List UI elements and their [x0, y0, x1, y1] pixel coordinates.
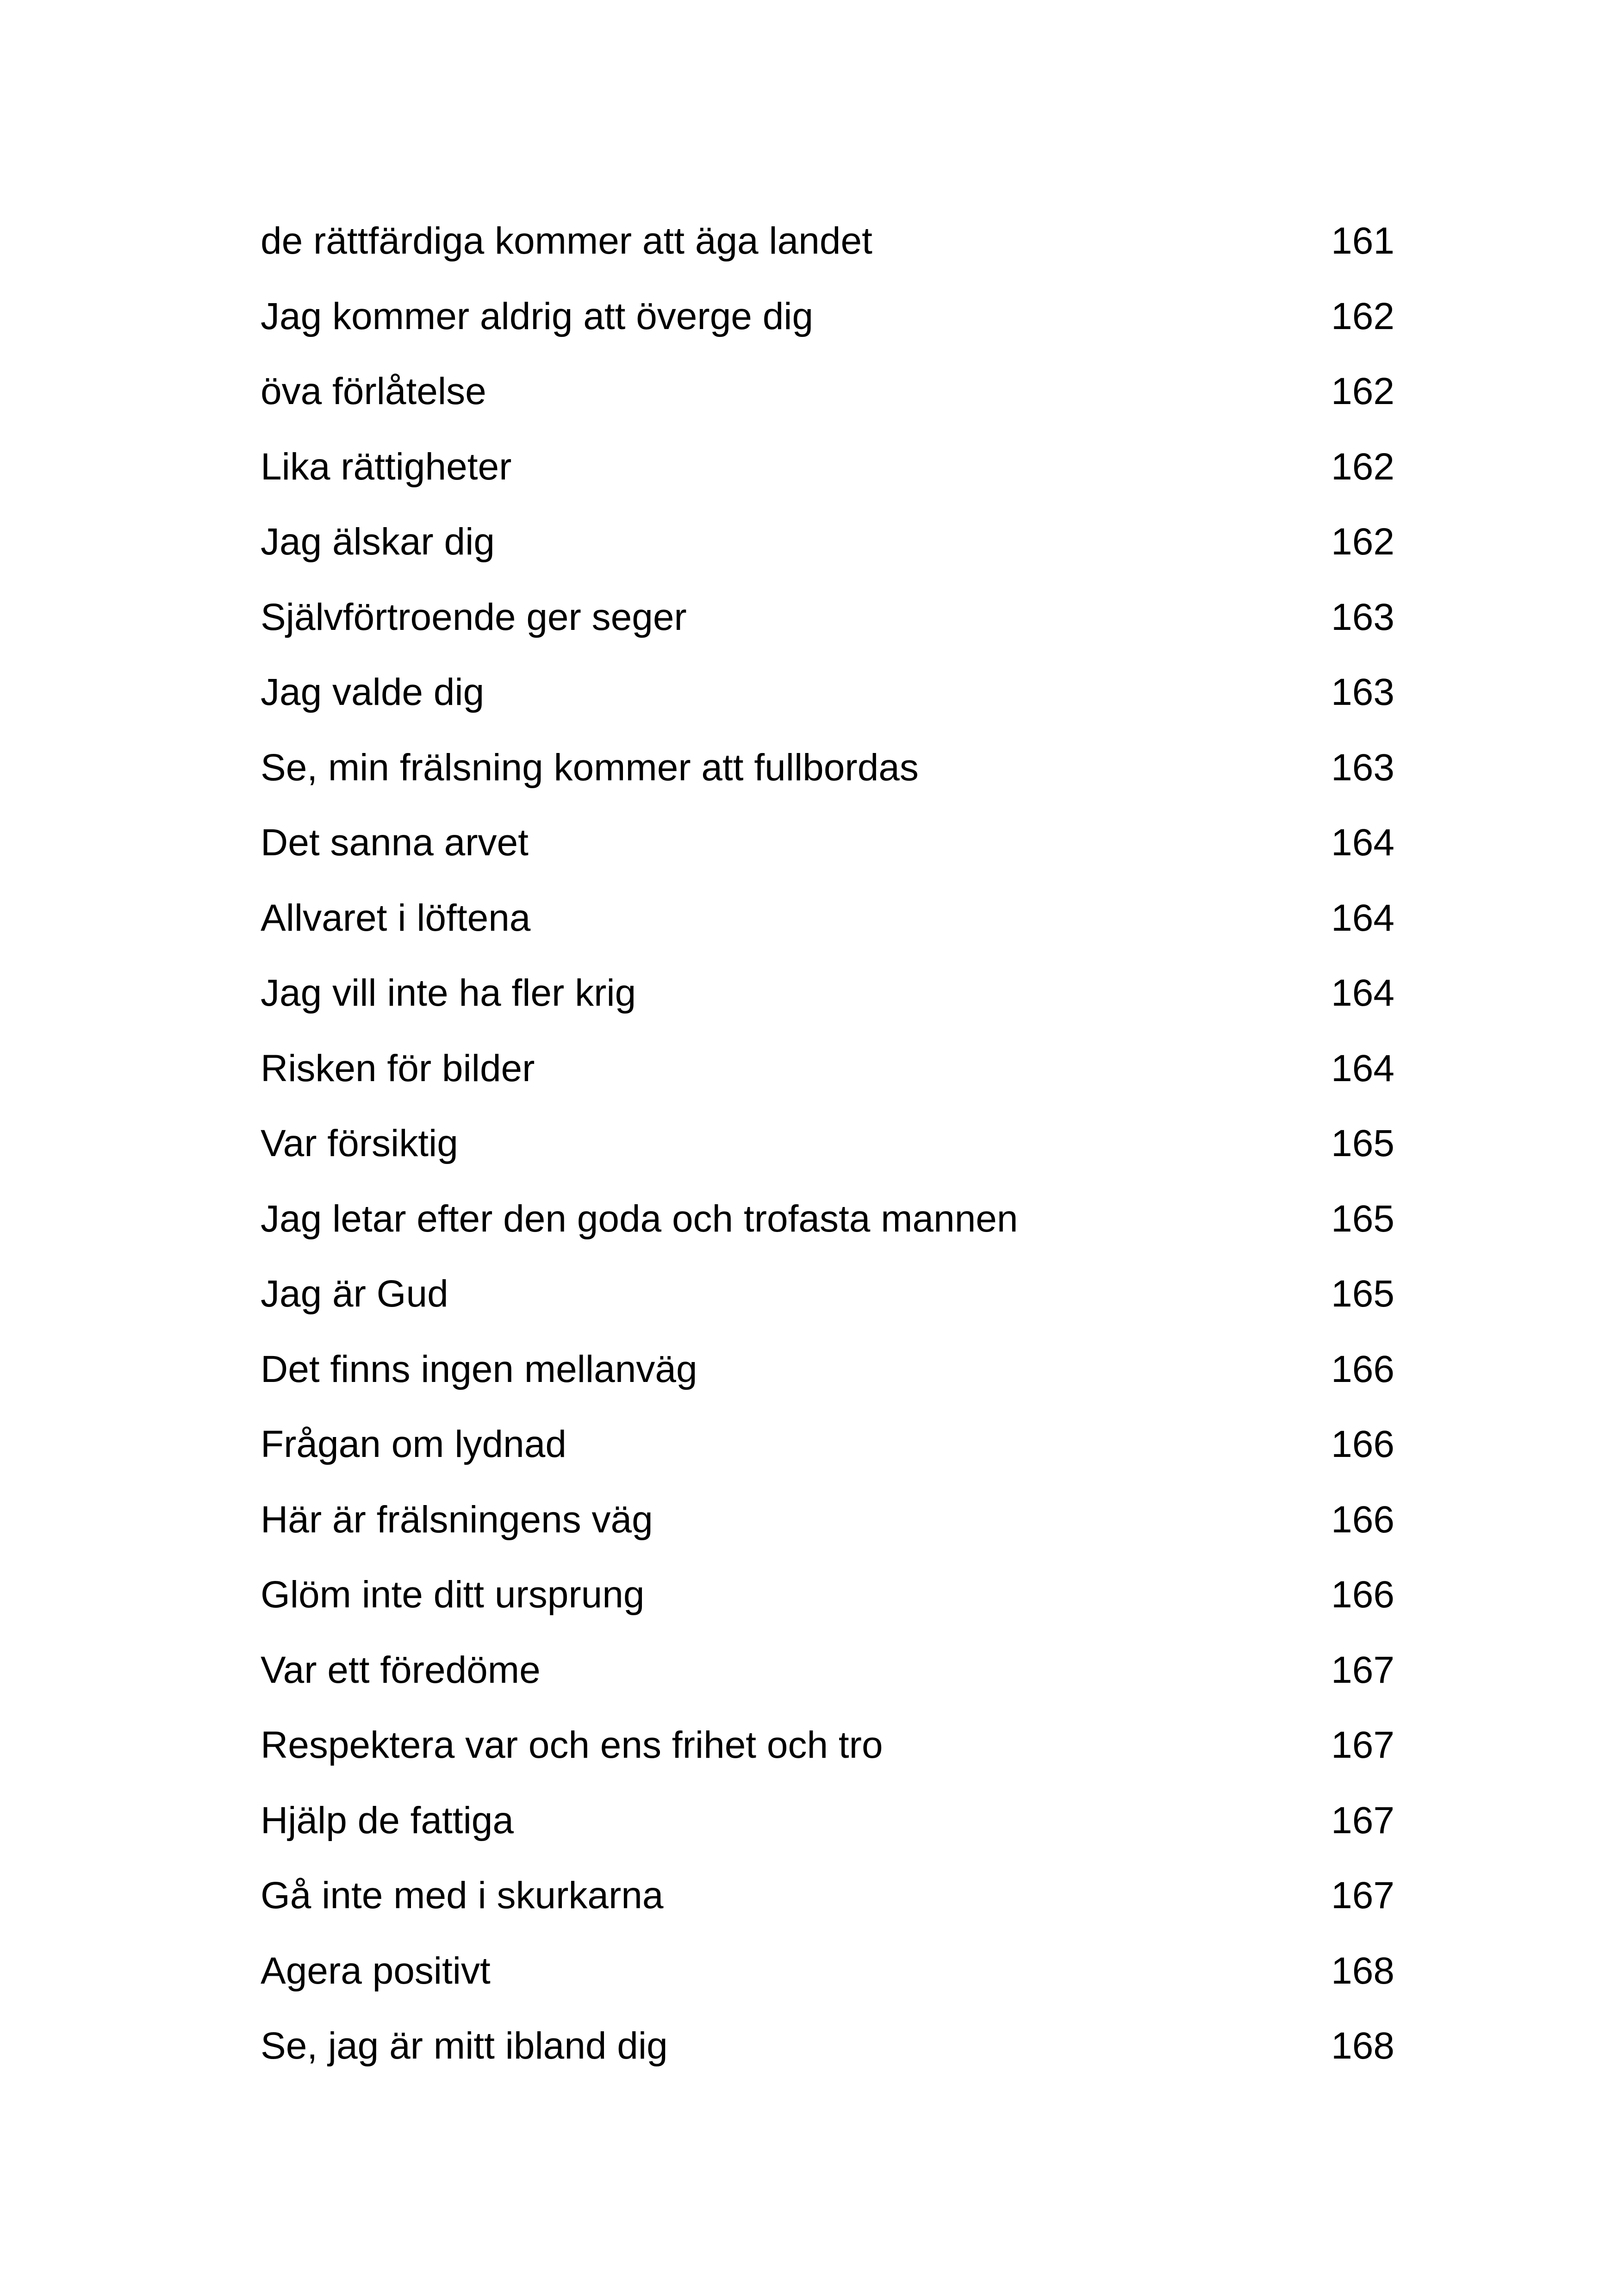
- toc-dot-leader: [880, 218, 1323, 256]
- toc-page-number: 164: [1331, 896, 1394, 939]
- toc-entry[interactable]: [261, 655, 1394, 730]
- toc-entry[interactable]: [261, 204, 1394, 279]
- toc-page-number: 168: [1331, 1949, 1394, 1992]
- toc-entry[interactable]: [261, 504, 1394, 580]
- toc-entry[interactable]: [261, 1482, 1394, 1558]
- toc-entry[interactable]: [261, 1708, 1394, 1783]
- toc-page-number: 163: [1331, 671, 1394, 713]
- toc-page-number: 167: [1331, 1724, 1394, 1766]
- toc-entry[interactable]: [261, 1332, 1394, 1407]
- toc-entry-title: Det finns ingen mellanväg: [261, 1348, 697, 1390]
- toc-entry-title: Jag är Gud: [261, 1273, 448, 1315]
- toc-dot-leader: [926, 745, 1323, 783]
- toc-dot-leader: [660, 1497, 1323, 1535]
- toc-entry[interactable]: [261, 1934, 1394, 2009]
- toc-entry[interactable]: [261, 956, 1394, 1031]
- toc-entry-title: Jag valde dig: [261, 671, 485, 713]
- table-of-contents: [261, 204, 1394, 2084]
- toc-entry[interactable]: [261, 881, 1394, 956]
- toc-entry-title: Se, jag är mitt ibland dig: [261, 2025, 668, 2067]
- toc-dot-leader: [492, 670, 1323, 708]
- toc-page-number: 166: [1331, 1498, 1394, 1541]
- toc-page-number: 162: [1331, 370, 1394, 412]
- toc-entry-title: Var ett föredöme: [261, 1649, 541, 1691]
- toc-page-number: 163: [1331, 746, 1394, 789]
- toc-page-number: 161: [1331, 220, 1394, 262]
- toc-dot-leader: [694, 595, 1323, 633]
- toc-entry[interactable]: [261, 1257, 1394, 1332]
- toc-dot-leader: [536, 820, 1323, 858]
- toc-entry-title: Jag älskar dig: [261, 521, 495, 563]
- toc-entry[interactable]: [261, 2009, 1394, 2084]
- toc-entry-title: Allvaret i löftena: [261, 896, 531, 939]
- toc-page-number: 163: [1331, 596, 1394, 638]
- toc-dot-leader: [1026, 1196, 1323, 1234]
- toc-entry[interactable]: [261, 1031, 1394, 1107]
- toc-entry-title: Frågan om lydnad: [261, 1423, 566, 1465]
- toc-entry-title: de rättfärdiga kommer att äga landet: [261, 220, 872, 262]
- toc-page-number: 168: [1331, 2025, 1394, 2067]
- toc-page-number: 164: [1331, 1047, 1394, 1089]
- toc-entry-title: Jag letar efter den goda och trofasta mannen: [261, 1197, 1018, 1240]
- toc-dot-leader: [890, 1723, 1323, 1761]
- toc-dot-leader: [494, 369, 1323, 407]
- toc-entry-title: Gå inte med i skurkarna: [261, 1874, 664, 1916]
- toc-page-number: 165: [1331, 1122, 1394, 1164]
- toc-entry-title: Agera positivt: [261, 1949, 491, 1992]
- toc-dot-leader: [821, 294, 1323, 332]
- toc-entry[interactable]: [261, 429, 1394, 505]
- toc-dot-leader: [671, 1873, 1323, 1911]
- toc-entry-title: Var försiktig: [261, 1122, 458, 1164]
- toc-page-number: 162: [1331, 445, 1394, 488]
- toc-entry-title: Här är frälsningens väg: [261, 1498, 653, 1541]
- toc-entry-title: Självförtroende ger seger: [261, 596, 687, 638]
- toc-dot-leader: [548, 1648, 1323, 1686]
- toc-entry-title: Lika rättigheter: [261, 445, 512, 488]
- toc-dot-leader: [456, 1271, 1323, 1309]
- toc-entry-title: Se, min frälsning kommer att fullbordas: [261, 746, 919, 789]
- toc-entry-title: öva förlåtelse: [261, 370, 486, 412]
- toc-entry-title: Hjälp de fattiga: [261, 1799, 514, 1842]
- toc-page-number: 165: [1331, 1273, 1394, 1315]
- toc-entry-title: Det sanna arvet: [261, 821, 529, 864]
- toc-entry[interactable]: [261, 279, 1394, 355]
- toc-entry-title: Jag kommer aldrig att överge dig: [261, 295, 814, 337]
- toc-page-number: 164: [1331, 972, 1394, 1014]
- toc-dot-leader: [652, 1572, 1323, 1610]
- toc-entry-title: Glöm inte ditt ursprung: [261, 1574, 645, 1616]
- toc-entry[interactable]: [261, 580, 1394, 655]
- toc-entry[interactable]: [261, 1407, 1394, 1482]
- toc-entry[interactable]: [261, 1633, 1394, 1708]
- toc-entry[interactable]: [261, 1557, 1394, 1633]
- toc-dot-leader: [519, 444, 1323, 482]
- toc-dot-leader: [466, 1121, 1323, 1159]
- toc-dot-leader: [542, 1046, 1323, 1084]
- toc-entry[interactable]: [261, 1106, 1394, 1182]
- toc-dot-leader: [675, 2023, 1323, 2061]
- toc-page-number: 167: [1331, 1649, 1394, 1691]
- toc-dot-leader: [538, 896, 1323, 933]
- toc-dot-leader: [574, 1422, 1323, 1460]
- toc-entry-title: Jag vill inte ha fler krig: [261, 972, 636, 1014]
- toc-dot-leader: [643, 971, 1323, 1008]
- toc-page-number: 164: [1331, 821, 1394, 864]
- toc-entry[interactable]: [261, 805, 1394, 881]
- toc-entry-title: Risken för bilder: [261, 1047, 535, 1089]
- toc-page-number: 167: [1331, 1874, 1394, 1916]
- toc-entry[interactable]: [261, 1182, 1394, 1257]
- toc-entry[interactable]: [261, 1783, 1394, 1859]
- toc-entry[interactable]: [261, 1858, 1394, 1934]
- toc-page-number: 166: [1331, 1348, 1394, 1390]
- toc-page-number: 166: [1331, 1423, 1394, 1465]
- toc-entry[interactable]: [261, 354, 1394, 429]
- toc-page-number: 162: [1331, 521, 1394, 563]
- toc-page-number: 166: [1331, 1574, 1394, 1616]
- toc-page-number: 162: [1331, 295, 1394, 337]
- toc-entry[interactable]: [261, 730, 1394, 806]
- toc-dot-leader: [705, 1347, 1323, 1385]
- toc-entry-title: Respektera var och ens frihet och tro: [261, 1724, 883, 1766]
- toc-dot-leader: [521, 1798, 1323, 1836]
- toc-page-number: 165: [1331, 1197, 1394, 1240]
- toc-dot-leader: [498, 1948, 1323, 1986]
- toc-dot-leader: [502, 519, 1323, 557]
- toc-page-number: 167: [1331, 1799, 1394, 1842]
